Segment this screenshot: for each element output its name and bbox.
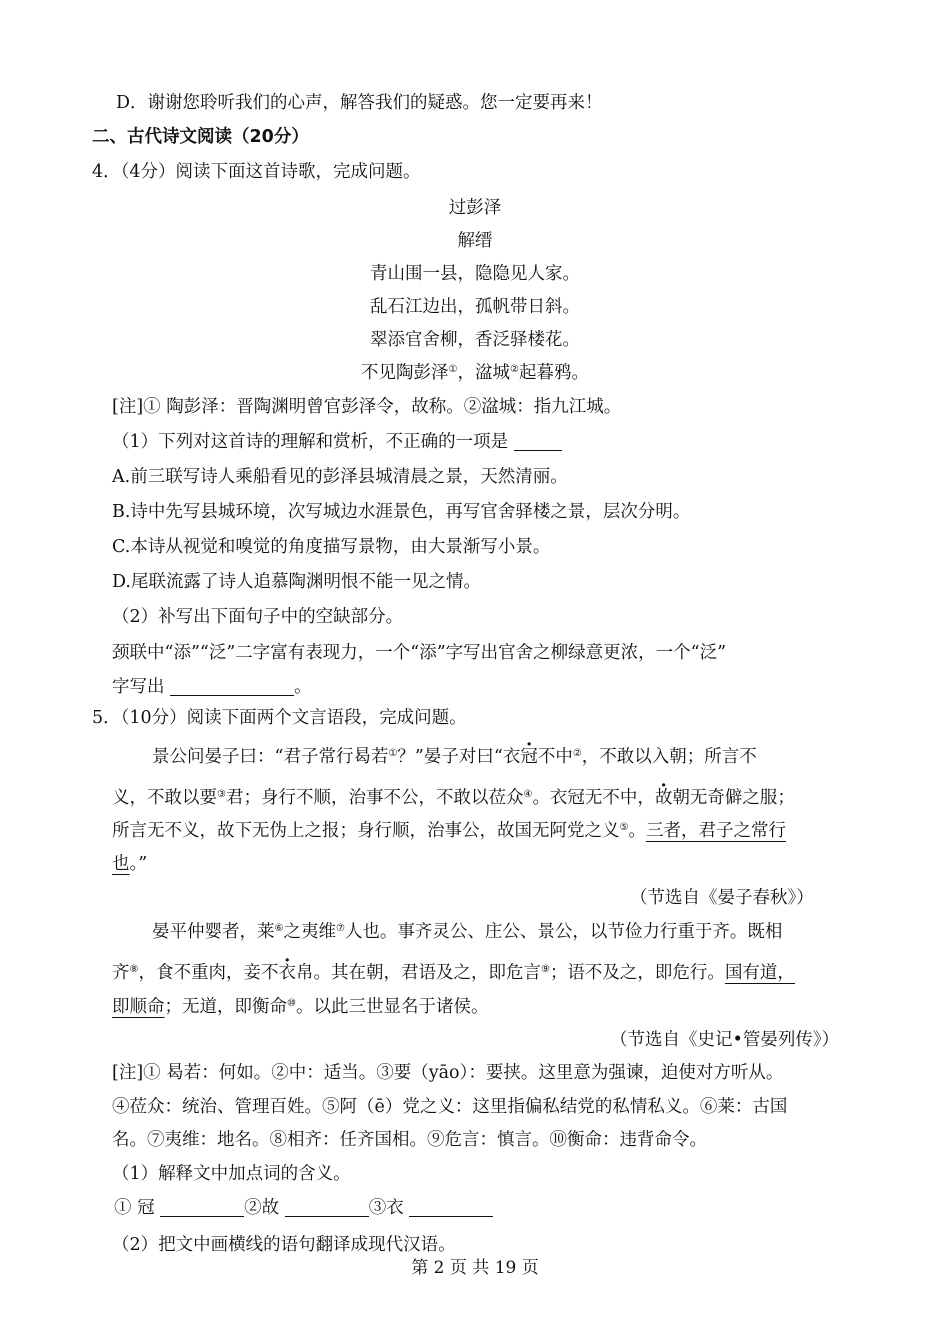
passage1-line1: 景公问晏子曰：“君子常行曷若①？”晏子对曰“衣冠不中②，不敢以入朝；所言不	[152, 747, 757, 767]
q5-sub1: （1）解释文中加点词的含义。	[112, 1164, 351, 1184]
dotted-word-gu: 故	[654, 788, 673, 808]
page-footer: 第 2 页 共 19 页	[411, 1258, 539, 1278]
passage1-line4: 也。”	[112, 854, 148, 874]
source-1: （节选自《晏子春秋》）	[630, 888, 814, 908]
q4-sub1: （1）下列对这首诗的理解和赏析，不正确的一项是	[112, 429, 562, 455]
poem-title: 过彭泽	[448, 198, 502, 218]
dotted-word-guan: 冠	[520, 747, 538, 767]
answer-blank-yi[interactable]	[409, 1198, 493, 1217]
q4-option-a: A.前三联写诗人乘船看见的彭泽县城清晨之景，天然清丽。	[112, 467, 568, 487]
q4-option-c: C.本诗从视觉和嗅觉的角度描写景物，由大景渐写小景。	[112, 537, 551, 557]
q5-sub2: （2）把文中画横线的语句翻译成现代汉语。	[112, 1235, 456, 1255]
passage2-line2: 齐⑧，食不重肉，妾不衣帛。其在朝，君语及之，即危言⑨；语不及之，即危行。国有道，	[112, 963, 795, 983]
answer-blank-gu[interactable]	[285, 1198, 369, 1217]
q5-note-line2: ④莅众：统治、管理百姓。⑤阿（ē）党之义：这里指偏私结党的私情私义。⑥莱：古国	[112, 1097, 788, 1117]
answer-blank[interactable]	[514, 432, 562, 451]
poem-line-1: 青山围一县，隐隐见人家。	[370, 264, 580, 284]
poem-line-4: 不见陶彭泽①，湓城②起暮鸦。	[361, 363, 589, 383]
underlined-sentence-2: 国有道，	[724, 963, 795, 983]
source-2: （节选自《史记•管晏列传》）	[610, 1030, 840, 1050]
poem-note: [注]① 陶彭泽：晋陶渊明曾官彭泽令，故称。②湓城：指九江城。	[112, 397, 622, 417]
q5-note-line1: [注]① 曷若：何如。②中：适当。③要（yāo）：要挟。这里意为强谏，迫使对方听从。	[112, 1063, 784, 1083]
page-total: 19	[494, 1258, 517, 1278]
underlined-sentence-1: 三者，君子之常行	[645, 821, 786, 841]
q4-option-b: B.诗中先写县城环境，次写城边水涯景色，再写官舍驿楼之景，层次分明。	[112, 502, 691, 522]
poem-line-2: 乱石江边出，孤帆带日斜。	[370, 297, 580, 317]
q4-option-d: D.尾联流露了诗人追慕陶渊明恨不能一见之情。	[112, 572, 481, 592]
passage1-line3: 所言无不义，故下无伪上之报；身行顺，治事公，故国无阿党之义⑤。三者，君子之常行	[112, 821, 786, 841]
answer-blank[interactable]	[170, 677, 294, 696]
question-4-header: 4．（4分）阅读下面这首诗歌，完成问题。	[92, 162, 421, 182]
q5-sub1-blanks: ① 冠 ②故 ③衣	[114, 1195, 493, 1221]
q5-note-line3: 名。⑦夷维：地名。⑧相齐：任齐国相。⑨危言：慎言。⑩衡命：违背命令。	[112, 1130, 707, 1150]
page-number: 2	[433, 1258, 445, 1278]
previous-option-d: D．谢谢您聆听我们的心声，解答我们的疑惑。您一定要再来！	[116, 93, 603, 113]
q4-sub2-line1: 颈联中“添”“泛”二字富有表现力，一个“添”字写出官舍之柳绿意更浓，一个“泛”	[112, 643, 727, 663]
section-title: 二、古代诗文阅读（20分）	[92, 127, 309, 147]
answer-blank-guan[interactable]	[160, 1198, 244, 1217]
passage1-line2: 义，不敢以要③君；身行不顺，治事不公，不敢以莅众④。衣冠无不中，故朝无奇僻之服；	[112, 788, 795, 808]
q4-sub2-line2: 字写出 。	[112, 677, 312, 697]
question-5-header: 5．（10分）阅读下面两个文言语段，完成问题。	[92, 708, 467, 728]
passage2-line3: 即顺命；无道，即衡命⑩。以此三世显名于诸侯。	[112, 997, 489, 1017]
q4-sub2: （2）补写出下面句子中的空缺部分。	[112, 607, 404, 627]
dotted-word-yi: 衣	[278, 963, 296, 983]
poem-author: 解缙	[457, 231, 493, 251]
passage2-line1: 晏平仲婴者，莱⑥之夷维⑦人也。事齐灵公、庄公、景公，以节俭力行重于齐。既相	[152, 922, 783, 942]
poem-line-3: 翠添官舍柳，香泛驿楼花。	[370, 330, 580, 350]
